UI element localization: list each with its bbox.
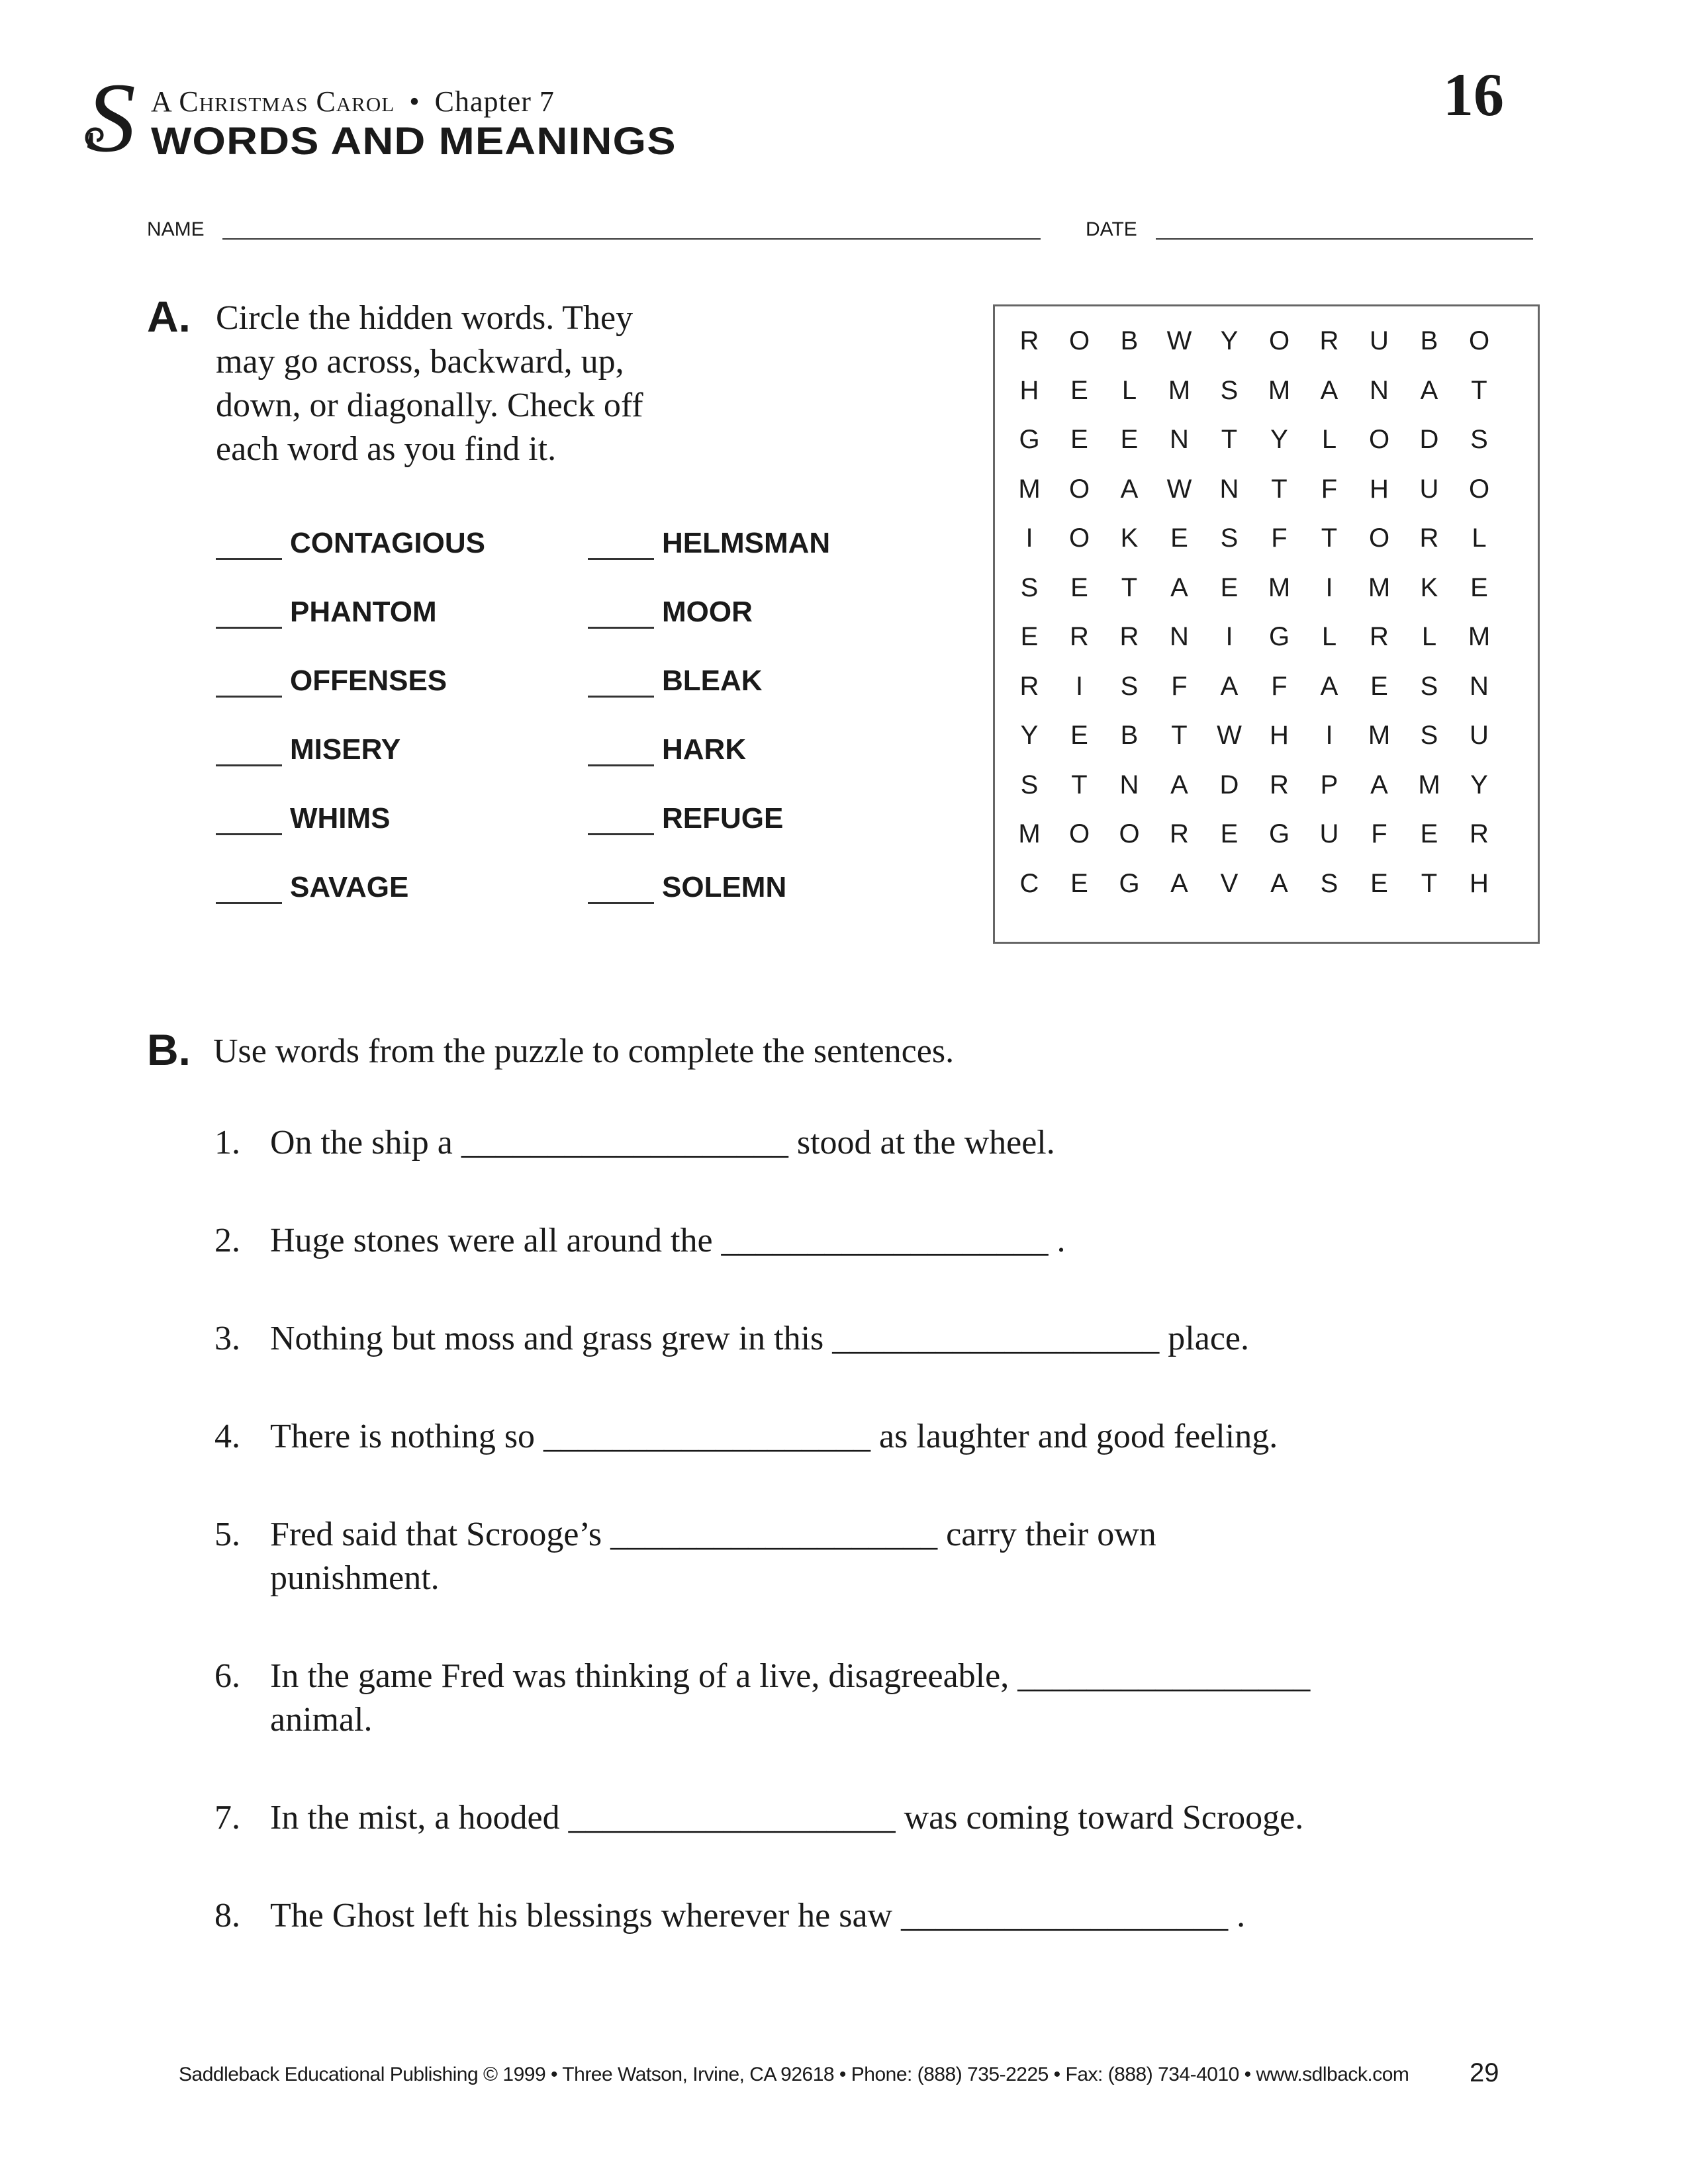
grid-letter[interactable]: B xyxy=(1120,721,1139,750)
grid-letter[interactable]: F xyxy=(1171,671,1188,701)
grid-letter[interactable]: H xyxy=(1270,721,1289,750)
grid-letter[interactable]: G xyxy=(1268,819,1290,848)
grid-letter[interactable]: A xyxy=(1220,671,1239,701)
grid-letter[interactable]: E xyxy=(1170,523,1188,553)
grid-letter[interactable]: E xyxy=(1070,375,1088,405)
grid-letter[interactable]: O xyxy=(1368,425,1390,454)
check-blank[interactable] xyxy=(216,743,282,766)
grid-letter[interactable]: I xyxy=(1225,622,1233,651)
word-search-grid[interactable] xyxy=(993,304,1540,944)
word-list-item[interactable] xyxy=(216,527,485,560)
grid-letter[interactable]: W xyxy=(1166,326,1192,355)
grid-letter[interactable]: M xyxy=(1268,572,1291,602)
grid-letter[interactable]: O xyxy=(1068,326,1090,355)
grid-letter[interactable]: T xyxy=(1321,523,1338,553)
grid-letter[interactable]: B xyxy=(1120,326,1139,355)
grid-letter[interactable]: E xyxy=(1220,572,1239,602)
grid-letter[interactable]: E xyxy=(1070,425,1088,454)
grid-letter[interactable]: L xyxy=(1421,622,1437,651)
grid-letter[interactable]: M xyxy=(1268,375,1291,405)
grid-letter[interactable]: Y xyxy=(1470,770,1488,799)
grid-letter[interactable]: R xyxy=(1019,671,1039,701)
grid-letter[interactable]: N xyxy=(1119,770,1139,799)
grid-letter[interactable]: O xyxy=(1119,819,1140,848)
grid-letter[interactable]: E xyxy=(1070,721,1088,750)
page-title: WORDS AND MEANINGS xyxy=(151,120,677,163)
grid-letter[interactable]: O xyxy=(1068,523,1090,553)
grid-letter[interactable]: A xyxy=(1270,868,1288,898)
grid-letter[interactable]: B xyxy=(1420,326,1438,355)
grid-letter[interactable]: R xyxy=(1070,622,1089,651)
check-blank[interactable] xyxy=(588,881,654,904)
check-blank[interactable] xyxy=(216,537,282,560)
sentence-number: 8. xyxy=(214,1897,240,1934)
grid-letter[interactable]: O xyxy=(1068,474,1090,504)
grid-letter[interactable]: L xyxy=(1472,523,1487,553)
grid-letter[interactable]: O xyxy=(1468,474,1490,504)
grid-letter[interactable]: W xyxy=(1217,721,1242,750)
grid-letter[interactable]: S xyxy=(1420,671,1438,701)
grid-letter[interactable]: R xyxy=(1319,326,1339,355)
check-blank[interactable] xyxy=(588,674,654,698)
grid-letter[interactable]: G xyxy=(1019,425,1040,454)
sentence-text[interactable] xyxy=(270,1513,1528,1600)
word-list-item[interactable] xyxy=(588,596,753,629)
grid-letter[interactable]: V xyxy=(1220,868,1239,898)
date-field[interactable] xyxy=(1156,238,1533,240)
check-blank[interactable] xyxy=(588,812,654,835)
word-label: BLEAK xyxy=(662,664,763,697)
instruction-line: each word as you find it. xyxy=(216,430,557,468)
grid-letter[interactable]: M xyxy=(1468,622,1491,651)
grid-letter[interactable]: D xyxy=(1219,770,1239,799)
grid-letter[interactable]: O xyxy=(1368,523,1390,553)
sentence-number: 2. xyxy=(214,1222,240,1259)
sentence-line: In the mist, a hooded ___________________ was coming toward Scrooge. xyxy=(270,1799,1304,1837)
grid-letter[interactable]: A xyxy=(1170,572,1188,602)
grid-letter[interactable]: R xyxy=(1470,819,1489,848)
grid-letter[interactable]: L xyxy=(1321,622,1337,651)
grid-letter[interactable]: I xyxy=(1325,572,1333,602)
check-blank[interactable] xyxy=(588,606,654,629)
series-subtitle xyxy=(151,85,555,118)
section-b-letter: B. xyxy=(147,1025,191,1074)
word-list-item[interactable] xyxy=(216,871,408,904)
word-label: MISERY xyxy=(290,733,401,766)
grid-letter[interactable]: U xyxy=(1319,819,1339,848)
grid-letter[interactable]: R xyxy=(1119,622,1139,651)
sentence-line: There is nothing so ___________________ as laughter and good feeling. xyxy=(270,1418,1278,1455)
sentence-line: animal. xyxy=(270,1701,373,1739)
grid-letter[interactable]: Y xyxy=(1220,326,1239,355)
sentence-number: 3. xyxy=(214,1320,240,1357)
grid-letter[interactable]: T xyxy=(1471,375,1487,405)
word-list-item[interactable] xyxy=(588,664,763,698)
grid-letter[interactable]: A xyxy=(1170,868,1188,898)
grid-letter[interactable]: K xyxy=(1420,572,1438,602)
grid-letter[interactable]: E xyxy=(1120,425,1139,454)
sentence-number: 4. xyxy=(214,1418,240,1455)
grid-letter[interactable]: N xyxy=(1370,375,1389,405)
footer-publisher-info: Saddleback Educational Publishing © 1999 • Three Watson, Irvine, CA 92618 • Phone: (888) 735-2225 • Fax: (888) 734-4010 • www.sdlback.com xyxy=(179,2064,1409,2085)
grid-letter[interactable]: A xyxy=(1320,671,1338,701)
grid-letter[interactable]: S xyxy=(1020,572,1039,602)
sentence-number: 6. xyxy=(214,1657,240,1695)
instruction-line: Circle the hidden words. They xyxy=(216,299,633,337)
sentence-text[interactable] xyxy=(270,1317,1528,1361)
word-list-item[interactable] xyxy=(216,664,447,698)
sentence-text[interactable] xyxy=(270,1894,1528,1938)
sentence-text[interactable] xyxy=(270,1121,1528,1165)
word-list-item[interactable] xyxy=(216,596,437,629)
name-field[interactable] xyxy=(222,238,1041,240)
grid-letter[interactable]: I xyxy=(1025,523,1033,553)
word-list-item[interactable] xyxy=(216,733,400,766)
grid-letter[interactable]: S xyxy=(1220,523,1239,553)
grid-letter[interactable]: E xyxy=(1070,572,1088,602)
sentence-number: 7. xyxy=(214,1799,240,1837)
grid-letter[interactable]: T xyxy=(1171,721,1188,750)
sentence-line: In the game Fred was thinking of a live, disagreeable, _________________ xyxy=(270,1657,1311,1695)
sentence-line: Huge stones were all around the ___________________ . xyxy=(270,1222,1066,1259)
name-label: NAME xyxy=(147,218,205,240)
grid-letter[interactable]: R xyxy=(1270,770,1289,799)
word-label: REFUGE xyxy=(662,802,784,835)
sentence-text[interactable] xyxy=(270,1796,1528,1840)
word-label: WHIMS xyxy=(290,802,391,835)
grid-letter[interactable]: T xyxy=(1271,474,1288,504)
word-label: OFFENSES xyxy=(290,664,447,697)
word-label: SOLEMN xyxy=(662,871,787,903)
grid-letter[interactable]: M xyxy=(1018,819,1041,848)
grid-letter[interactable]: O xyxy=(1268,326,1290,355)
grid-letter[interactable]: E xyxy=(1220,819,1239,848)
grid-letter[interactable]: R xyxy=(1370,622,1389,651)
sentence-line: Fred said that Scrooge’s ___________________ carry their own xyxy=(270,1516,1156,1553)
grid-letter[interactable]: E xyxy=(1470,572,1488,602)
grid-letter[interactable]: S xyxy=(1470,425,1488,454)
grid-letter[interactable]: A xyxy=(1320,375,1338,405)
date-label: DATE xyxy=(1086,218,1137,240)
grid-letter[interactable]: Y xyxy=(1270,425,1288,454)
check-blank[interactable] xyxy=(216,881,282,904)
grid-letter[interactable]: N xyxy=(1170,425,1189,454)
grid-letter[interactable]: U xyxy=(1419,474,1439,504)
instruction-line: may go across, backward, up, xyxy=(216,343,624,381)
sentence-line: On the ship a ___________________ stood at the wheel. xyxy=(270,1124,1055,1161)
grid-letter[interactable]: T xyxy=(1121,572,1138,602)
grid-letter[interactable]: I xyxy=(1075,671,1084,701)
grid-letter[interactable]: Y xyxy=(1020,721,1039,750)
grid-letter[interactable]: U xyxy=(1370,326,1389,355)
grid-letter[interactable]: O xyxy=(1468,326,1490,355)
word-label: SAVAGE xyxy=(290,871,409,903)
grid-letter[interactable]: H xyxy=(1470,868,1489,898)
word-list-item[interactable] xyxy=(216,802,391,835)
instruction-line: down, or diagonally. Check off xyxy=(216,387,643,424)
sentence-text[interactable] xyxy=(270,1655,1528,1742)
grid-letter[interactable]: G xyxy=(1268,622,1290,651)
grid-letter[interactable]: R xyxy=(1170,819,1189,848)
section-a-letter: A. xyxy=(147,292,191,341)
grid-letter[interactable]: S xyxy=(1420,721,1438,750)
grid-letter[interactable]: M xyxy=(1018,474,1041,504)
word-label: CONTAGIOUS xyxy=(290,527,485,559)
grid-letter[interactable]: R xyxy=(1019,326,1039,355)
grid-letter[interactable]: F xyxy=(1371,819,1387,848)
grid-letter[interactable]: M xyxy=(1368,721,1391,750)
separator: • xyxy=(409,85,420,118)
grid-letter[interactable]: F xyxy=(1321,474,1338,504)
grid-letter[interactable]: S xyxy=(1220,375,1239,405)
grid-letter[interactable]: N xyxy=(1470,671,1489,701)
grid-letter[interactable]: L xyxy=(1121,375,1137,405)
sentence-line: Nothing but moss and grass grew in this ___________________ place. xyxy=(270,1320,1249,1357)
svg-text:S: S xyxy=(86,66,136,165)
check-blank[interactable] xyxy=(588,537,654,560)
grid-letter[interactable]: S xyxy=(1320,868,1338,898)
grid-letter[interactable]: E xyxy=(1370,868,1388,898)
grid-letter[interactable]: H xyxy=(1019,375,1039,405)
word-label: MOOR xyxy=(662,596,753,628)
grid-letter[interactable]: I xyxy=(1325,721,1333,750)
grid-letter[interactable]: C xyxy=(1019,868,1039,898)
word-label: PHANTOM xyxy=(290,596,437,628)
grid-letter[interactable]: E xyxy=(1370,671,1388,701)
word-list-item[interactable] xyxy=(588,871,786,904)
section-a-instructions xyxy=(216,296,977,471)
grid-letter[interactable]: P xyxy=(1320,770,1338,799)
check-blank[interactable] xyxy=(216,674,282,698)
grid-letter[interactable]: N xyxy=(1219,474,1239,504)
grid-letter[interactable]: T xyxy=(1071,770,1088,799)
grid-letter[interactable]: A xyxy=(1370,770,1388,799)
check-blank[interactable] xyxy=(588,743,654,766)
grid-letter[interactable]: E xyxy=(1070,868,1088,898)
grid-letter[interactable]: F xyxy=(1271,671,1288,701)
grid-letter[interactable]: O xyxy=(1068,819,1090,848)
section-b-instructions: Use words from the puzzle to complete the sentences. xyxy=(213,1032,955,1070)
chapter-label: Chapter 7 xyxy=(434,85,555,118)
grid-letter[interactable]: K xyxy=(1120,523,1139,553)
footer-page-number: 29 xyxy=(1470,2058,1499,2087)
sentence-text[interactable] xyxy=(270,1219,1528,1263)
check-blank[interactable] xyxy=(216,606,282,629)
grid-letter[interactable]: A xyxy=(1120,474,1139,504)
sentence-text[interactable] xyxy=(270,1415,1528,1459)
sentence-number: 5. xyxy=(214,1516,240,1553)
grid-letter[interactable]: T xyxy=(1221,425,1238,454)
grid-letter[interactable]: D xyxy=(1419,425,1439,454)
grid-letter[interactable]: W xyxy=(1166,474,1192,504)
sentence-number: 1. xyxy=(214,1124,240,1161)
grid-letter[interactable]: E xyxy=(1420,819,1438,848)
grid-letter[interactable]: U xyxy=(1470,721,1489,750)
word-list-item[interactable] xyxy=(588,802,783,835)
grid-letter[interactable]: S xyxy=(1020,770,1039,799)
grid-letter[interactable]: G xyxy=(1119,868,1140,898)
grid-letter[interactable]: R xyxy=(1419,523,1439,553)
saddleback-logo-icon xyxy=(81,66,160,165)
word-list-item[interactable] xyxy=(588,733,746,766)
grid-letter[interactable]: F xyxy=(1271,523,1288,553)
word-list-item[interactable] xyxy=(588,527,830,560)
grid-letter[interactable]: A xyxy=(1170,770,1188,799)
word-label: HARK xyxy=(662,733,747,766)
sentence-line: The Ghost left his blessings wherever he saw ___________________ . xyxy=(270,1897,1246,1934)
grid-letter[interactable]: H xyxy=(1370,474,1389,504)
word-label: HELMSMAN xyxy=(662,527,831,559)
grid-letter[interactable]: N xyxy=(1170,622,1189,651)
grid-letter[interactable]: S xyxy=(1120,671,1139,701)
check-blank[interactable] xyxy=(216,812,282,835)
grid-letter[interactable]: L xyxy=(1321,425,1337,454)
series-title: A Christmas Carol xyxy=(151,85,395,118)
grid-letter[interactable]: M xyxy=(1418,770,1440,799)
sentence-line: punishment. xyxy=(270,1559,440,1597)
grid-letter[interactable]: A xyxy=(1420,375,1438,405)
grid-letter[interactable]: M xyxy=(1168,375,1191,405)
grid-letter[interactable]: M xyxy=(1368,572,1391,602)
grid-letter[interactable]: E xyxy=(1020,622,1039,651)
worksheet-number: 16 xyxy=(1443,61,1504,128)
grid-letter[interactable]: T xyxy=(1421,868,1438,898)
